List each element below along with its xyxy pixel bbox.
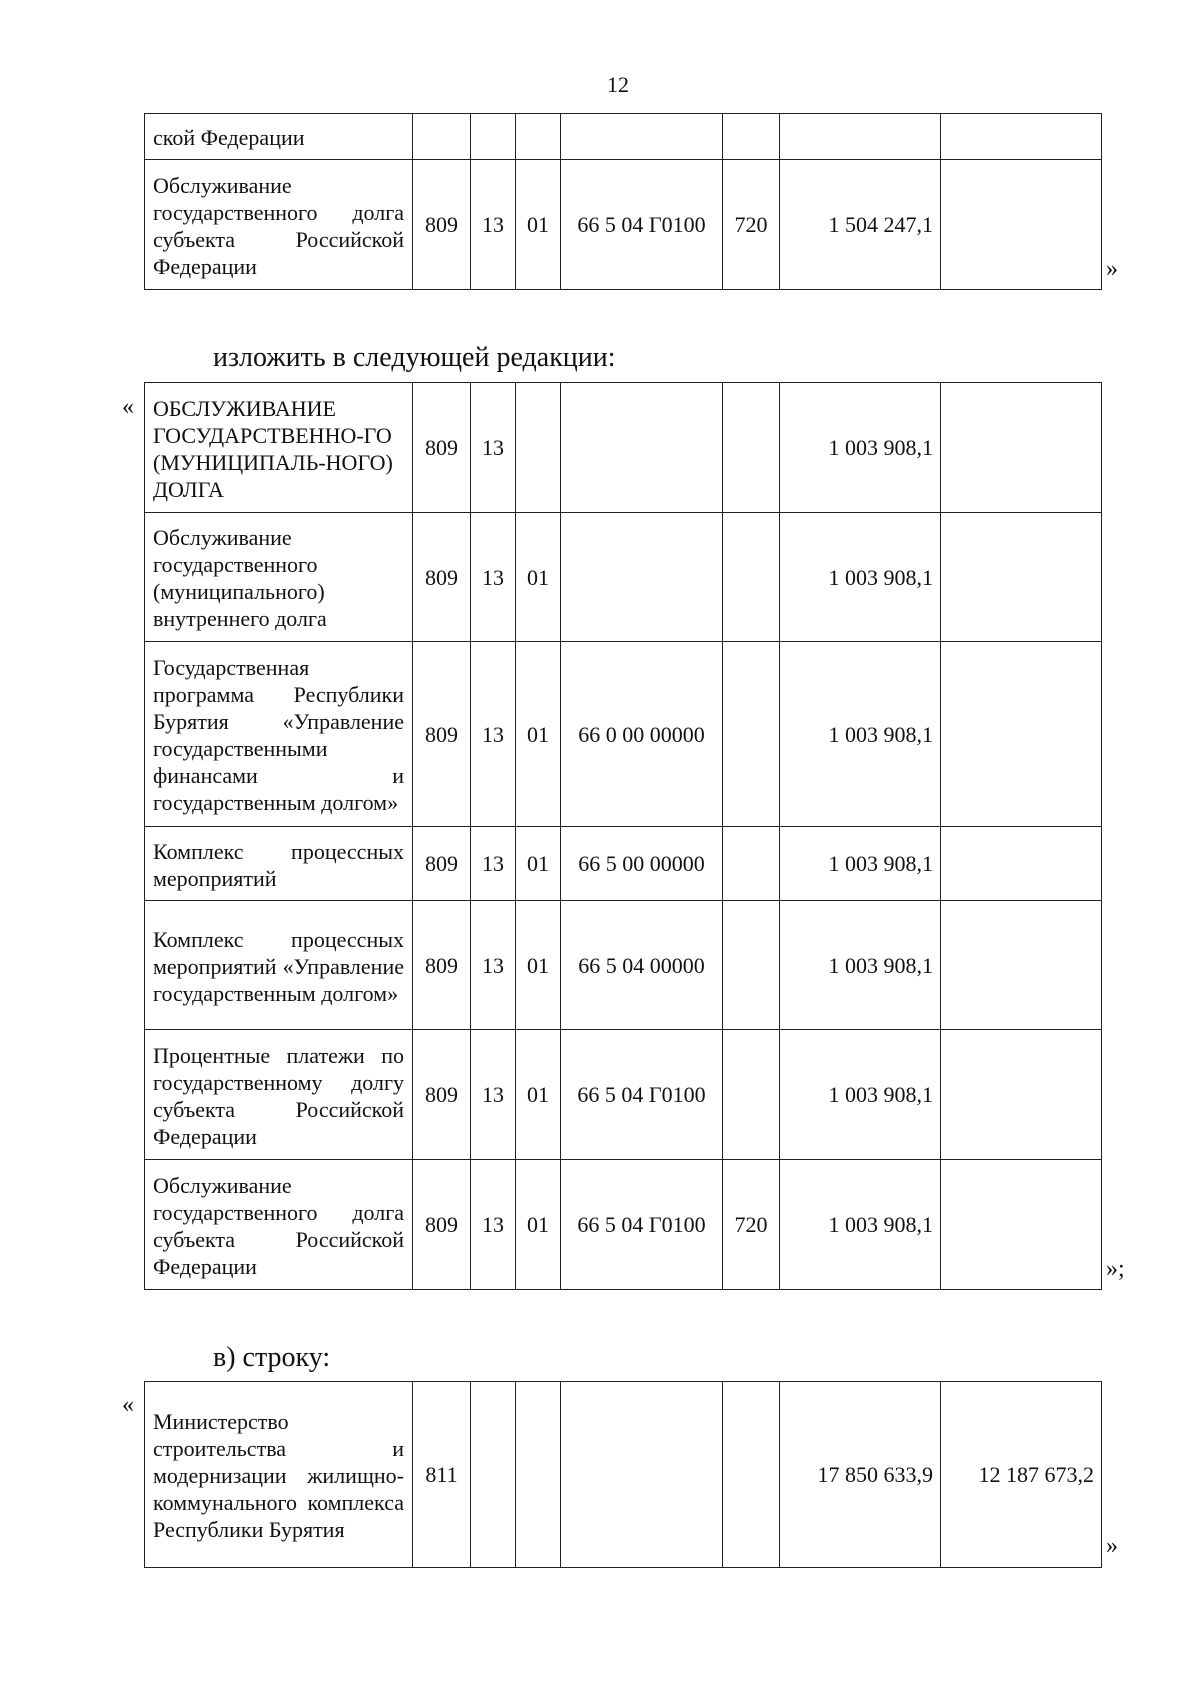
cell-subsection: 01 [516,160,561,290]
table-row [145,642,1102,827]
open-quote-bottom: « [122,1392,134,1418]
cell-amount-1: 1 003 908,1 [780,1030,941,1160]
cell-ministry-code: 809 [413,1160,471,1290]
table-row [145,901,1102,1030]
cell-amount-2 [941,114,1102,160]
cell-subsection: 01 [516,513,561,642]
close-quote-bottom: » [1106,1533,1118,1559]
cell-ministry-code: 809 [413,383,471,513]
table-row [145,160,1102,290]
cell-target-article [561,513,723,642]
cell-ministry-code [413,114,471,160]
cell-amount-2 [941,827,1102,901]
cell-name: Обслуживание государственного долга субъекта Российской Федерации [145,1160,413,1290]
cell-name: Министерство строительства и модернизации жилищно-коммунального комплекса Республики Бурятия [145,1382,413,1568]
cell-amount-1: 1 003 908,1 [780,513,941,642]
cell-target-article: 66 5 00 00000 [561,827,723,901]
cell-section: 13 [471,513,516,642]
cell-section: 13 [471,827,516,901]
table-row [145,1030,1102,1160]
cell-amount-1: 17 850 633,9 [780,1382,941,1568]
cell-name: Процентные платежи по государственному долгу субъекта Российской Федерации [145,1030,413,1160]
cell-amount-1: 1 504 247,1 [780,160,941,290]
cell-name: ОБСЛУЖИВАНИЕ ГОСУДАРСТВЕННО-ГО (МУНИЦИПАЛЬ-НОГО) ДОЛГА [145,383,413,513]
cell-subsection [516,1382,561,1568]
table-bottom [144,1381,1102,1568]
cell-amount-1 [780,114,941,160]
cell-target-article [561,114,723,160]
cell-section [471,114,516,160]
cell-ministry-code: 809 [413,827,471,901]
table-row [145,114,1102,160]
open-quote-middle: « [122,394,134,420]
cell-target-article [561,383,723,513]
cell-name: Комплекс процессных мероприятий «Управление государственным долгом» [145,901,413,1030]
cell-amount-2: 12 187 673,2 [941,1382,1102,1568]
cell-expense-type: 720 [723,160,780,290]
cell-expense-type [723,513,780,642]
cell-name: Государственная программа Республики Бурятия «Управление государственными финансами и государственным долгом» [145,642,413,827]
table-row [145,513,1102,642]
cell-expense-type [723,1382,780,1568]
cell-expense-type [723,1030,780,1160]
cell-expense-type [723,827,780,901]
cell-name: Обслуживание государственного (муниципального) внутреннего долга [145,513,413,642]
table-top [144,113,1102,290]
cell-section: 13 [471,1160,516,1290]
cell-amount-2 [941,513,1102,642]
cell-amount-1: 1 003 908,1 [780,827,941,901]
close-quote-top: » [1106,256,1118,282]
cell-name: ской Федерации [145,114,413,160]
cell-amount-2 [941,1030,1102,1160]
close-quote-middle: »; [1106,1256,1125,1282]
cell-amount-2 [941,383,1102,513]
cell-amount-2 [941,1160,1102,1290]
cell-target-article: 66 5 04 Г0100 [561,1030,723,1160]
cell-subsection: 01 [516,642,561,827]
cell-amount-1: 1 003 908,1 [780,1160,941,1290]
paragraph-row-instruction: в) строку: [213,1342,331,1373]
cell-subsection [516,114,561,160]
cell-amount-1: 1 003 908,1 [780,901,941,1030]
cell-expense-type [723,114,780,160]
cell-expense-type [723,642,780,827]
cell-expense-type: 720 [723,1160,780,1290]
cell-section [471,1382,516,1568]
cell-ministry-code: 811 [413,1382,471,1568]
table-row [145,827,1102,901]
cell-section: 13 [471,160,516,290]
table-middle [144,382,1102,1290]
cell-amount-2 [941,160,1102,290]
cell-expense-type [723,901,780,1030]
cell-target-article [561,1382,723,1568]
page-number: 12 [607,72,629,97]
cell-amount-1: 1 003 908,1 [780,383,941,513]
cell-amount-1: 1 003 908,1 [780,642,941,827]
cell-target-article: 66 0 00 00000 [561,642,723,827]
cell-name: Комплекс процессных мероприятий [145,827,413,901]
cell-target-article: 66 5 04 Г0100 [561,1160,723,1290]
cell-ministry-code: 809 [413,901,471,1030]
table-row [145,1160,1102,1290]
cell-name: Обслуживание государственного долга субъекта Российской Федерации [145,160,413,290]
cell-subsection: 01 [516,827,561,901]
cell-ministry-code: 809 [413,513,471,642]
cell-amount-2 [941,642,1102,827]
cell-section: 13 [471,1030,516,1160]
cell-target-article: 66 5 04 00000 [561,901,723,1030]
cell-section: 13 [471,642,516,827]
cell-amount-2 [941,901,1102,1030]
table-row [145,1382,1102,1568]
cell-target-article: 66 5 04 Г0100 [561,160,723,290]
cell-ministry-code: 809 [413,160,471,290]
cell-ministry-code: 809 [413,642,471,827]
cell-subsection: 01 [516,901,561,1030]
table-row [145,383,1102,513]
cell-section: 13 [471,383,516,513]
cell-ministry-code: 809 [413,1030,471,1160]
cell-section: 13 [471,901,516,1030]
cell-subsection: 01 [516,1030,561,1160]
cell-expense-type [723,383,780,513]
cell-subsection: 01 [516,1160,561,1290]
paragraph-edit-instruction: изложить в следующей редакции: [213,342,616,373]
cell-subsection [516,383,561,513]
